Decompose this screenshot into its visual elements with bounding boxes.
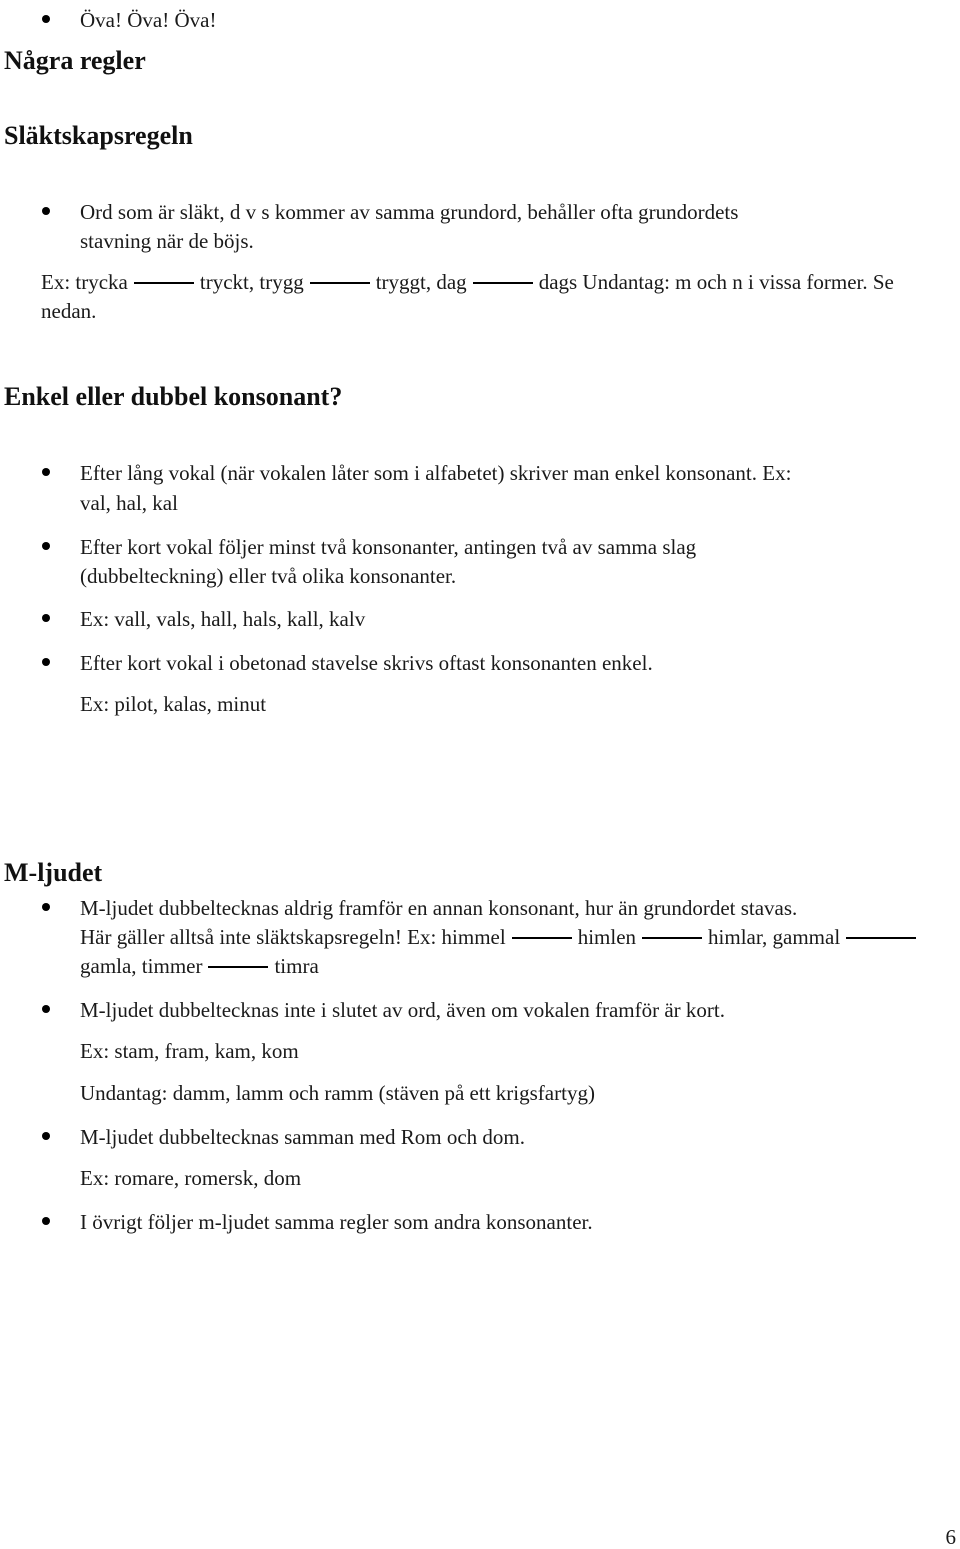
bullet-icon: [42, 1132, 50, 1140]
m-sound-rule3-example: Ex: romare, romersk, dom: [80, 1166, 302, 1190]
page-number: 6: [945, 1525, 956, 1549]
dash-icon: [846, 937, 916, 939]
short-vowel-example: Ex: vall, vals, hall, hals, kall, kalv: [80, 607, 366, 631]
m-sound-rule2: M-ljudet dubbeltecknas inte i slutet av ord, även om vokalen framför är kort.: [80, 998, 725, 1022]
bullet-icon: [42, 614, 50, 622]
m-sound-rule1-line2: [80, 925, 922, 949]
example-text: himlar, gammal: [708, 925, 841, 949]
heading-rules: Några regler: [4, 46, 146, 75]
dash-icon: [473, 282, 533, 284]
heading-m-sound: M-ljudet: [4, 858, 103, 887]
kinship-rule-line1: Ord som är släkt, d v s kommer av samma grundord, behåller ofta grundordets: [80, 200, 739, 224]
example-text: Här gäller alltså inte släktskapsregeln! Ex: himmel: [80, 925, 506, 949]
example-text: tryckt, trygg: [199, 270, 304, 294]
unstressed-rule: Efter kort vokal i obetonad stavelse skrivs oftast konsonanten enkel.: [80, 651, 653, 675]
bullet-icon: [42, 658, 50, 666]
heading-kinship: Släktskapsregeln: [4, 121, 193, 150]
short-vowel-rule: Efter kort vokal följer minst två konsonanter, antingen två av samma slag: [80, 535, 697, 559]
dash-icon: [512, 937, 572, 939]
example-text: himlen: [577, 925, 637, 949]
example-text: gamla, timmer: [80, 954, 203, 978]
bullet-icon: [42, 15, 50, 23]
dash-icon: [642, 937, 702, 939]
dash-icon: [208, 966, 268, 968]
m-sound-rule2-exception: Undantag: damm, lamm och ramm (stäven på ett krigsfartyg): [80, 1081, 595, 1105]
bullet-icon: [42, 1217, 50, 1225]
example-text: Ex: trycka: [41, 270, 128, 294]
unstressed-example: Ex: pilot, kalas, minut: [80, 692, 267, 716]
bullet-icon: [42, 207, 50, 215]
kinship-example: [41, 270, 894, 294]
long-vowel-rule: Efter lång vokal (när vokalen låter som i alfabetet) skriver man enkel konsonant. Ex:: [80, 461, 792, 485]
example-text: tryggt, dag: [375, 270, 467, 294]
bullet-icon: [42, 542, 50, 550]
top-item: Öva! Öva! Öva!: [80, 8, 217, 32]
dash-icon: [134, 282, 194, 284]
long-vowel-example: val, hal, kal: [80, 491, 178, 515]
m-sound-rule4: I övrigt följer m-ljudet samma regler som andra konsonanter.: [80, 1210, 593, 1234]
kinship-example-line2: nedan.: [41, 299, 97, 323]
short-vowel-rule-line2: (dubbelteckning) eller två olika konsonanter.: [80, 564, 457, 588]
m-sound-rule1-line3: [80, 954, 319, 978]
kinship-rule-line2: stavning när de böjs.: [80, 229, 254, 253]
m-sound-rule2-example: Ex: stam, fram, kam, kom: [80, 1039, 299, 1063]
bullet-icon: [42, 468, 50, 476]
bullet-icon: [42, 903, 50, 911]
m-sound-rule3: M-ljudet dubbeltecknas samman med Rom och dom.: [80, 1125, 525, 1149]
dash-icon: [310, 282, 370, 284]
heading-single-double: Enkel eller dubbel konsonant?: [4, 382, 343, 411]
bullet-icon: [42, 1005, 50, 1013]
example-text: timra: [274, 954, 319, 978]
m-sound-rule1: M-ljudet dubbeltecknas aldrig framför en annan konsonant, hur än grundordet stavas.: [80, 896, 798, 920]
example-text: dags Undantag: m och n i vissa former. Se: [538, 270, 894, 294]
